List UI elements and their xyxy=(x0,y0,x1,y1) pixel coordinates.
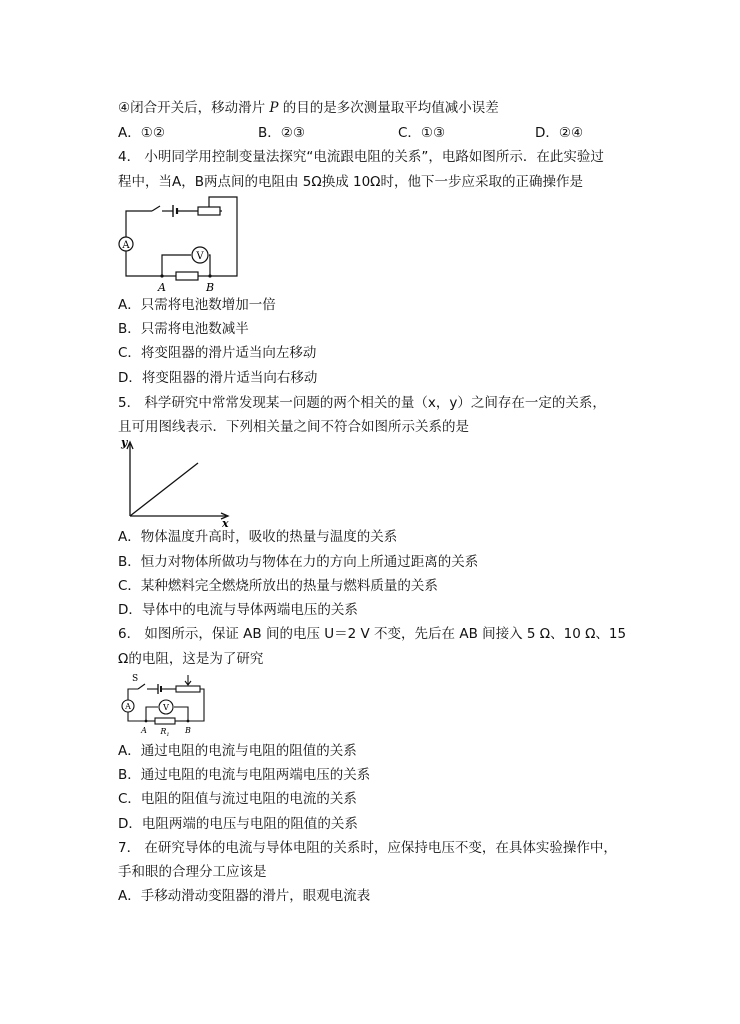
q3-option-c: C．①③ xyxy=(398,125,446,141)
q5-option-c: C．某种燃料完全燃烧所放出的热量与燃料质量的关系 xyxy=(118,578,438,594)
q6-switch-label: S xyxy=(132,674,139,684)
q6-option-b: B．通过电阻的电流与电阻两端电压的关系 xyxy=(118,767,371,783)
q7-option-a: A．手移动滑动变阻器的滑片，眼观电流表 xyxy=(118,888,371,904)
q6-resistor-label xyxy=(159,727,169,738)
q5-xy-graph xyxy=(118,436,238,528)
q4-circuit-diagram xyxy=(118,193,248,293)
q3-item4-end: 的目的是多次测量取平均值减小误差 xyxy=(282,100,499,116)
q6-option-d: D．电阻两端的电压与电阻的阻值的关系 xyxy=(118,816,358,832)
q4-option-c: C．将变阻器的滑片适当向左移动 xyxy=(118,345,317,361)
q6-point-a-label: A xyxy=(141,726,147,735)
q3-option-b: B．②③ xyxy=(258,125,305,141)
q5-proportional-line xyxy=(130,463,198,516)
q6-circuit-diagram xyxy=(118,669,213,739)
q6-point-b-label: B xyxy=(185,726,191,735)
q4-option-d: D．将变阻器的滑片适当向右移动 xyxy=(118,370,318,386)
q5-option-d: D．导体中的电流与导体两端电压的关系 xyxy=(118,602,358,618)
q4-point-a-label: A xyxy=(158,281,166,294)
q3-option-d: D．②④ xyxy=(535,125,584,141)
q4-stem-line2: 程中，当A，B两点间的电阻由 5Ω换成 10Ω时，他下一步应采取的正确操作是 xyxy=(118,174,583,190)
q5-x-axis-label: x xyxy=(222,517,229,530)
q6-option-a: A．通过电阻的电流与电阻的阻值的关系 xyxy=(118,743,357,759)
q4-voltmeter-label: V xyxy=(196,251,204,262)
q5-option-b: B．恒力对物体所做功与物体在力的方向上所通过距离的关系 xyxy=(118,554,479,570)
q6-ammeter-label: A xyxy=(125,702,131,711)
q6-resistor-subscript: 1 xyxy=(166,732,170,738)
q5-option-a: A．物体温度升高时，吸收的热量与温度的关系 xyxy=(118,529,398,545)
q3-item4-text: ④闭合开关后，移动滑片 xyxy=(118,100,266,116)
q6-stem-line2: Ω的电阻，这是为了研究 xyxy=(118,651,264,667)
q6-voltmeter-label: V xyxy=(163,703,169,712)
q7-stem-line1: 7． 在研究导体的电流与导体电阻的关系时，应保持电压不变，在具体实验操作中， xyxy=(118,840,617,856)
q4-point-b-label: B xyxy=(205,281,215,294)
q6-stem-line1: 6． 如图所示，保证 AB 间的电压 U＝2 V 不变，先后在 AB 间接入 5 Ω、10 Ω、15 xyxy=(118,626,627,642)
q3-item4 xyxy=(118,99,499,117)
q4-stem-line1: 4． 小明同学用控制变量法探究“电流跟电阻的关系”，电路如图所示．在此实验过 xyxy=(118,149,604,165)
q4-option-b: B．只需将电池数减半 xyxy=(118,321,249,337)
q4-option-a: A．只需将电池数增加一倍 xyxy=(118,297,276,313)
q5-stem-line1: 5． 科学研究中常常发现某一问题的两个相关的量（x，y）之间存在一定的关系， xyxy=(118,395,606,411)
q6-option-c: C．电阻的阻值与流过电阻的电流的关系 xyxy=(118,791,357,807)
q6-resistor-symbol: R xyxy=(160,727,167,736)
q5-stem-line2: 且可用图线表示．下列相关量之间不符合如图所示关系的是 xyxy=(118,419,469,435)
q5-y-axis-label: y xyxy=(121,436,128,449)
q7-stem-line2: 手和眼的合理分工应该是 xyxy=(118,864,267,880)
q4-ammeter-label: A xyxy=(122,240,130,251)
q3-option-a: A．①② xyxy=(118,125,165,141)
q3-item4-var: P xyxy=(269,100,279,116)
